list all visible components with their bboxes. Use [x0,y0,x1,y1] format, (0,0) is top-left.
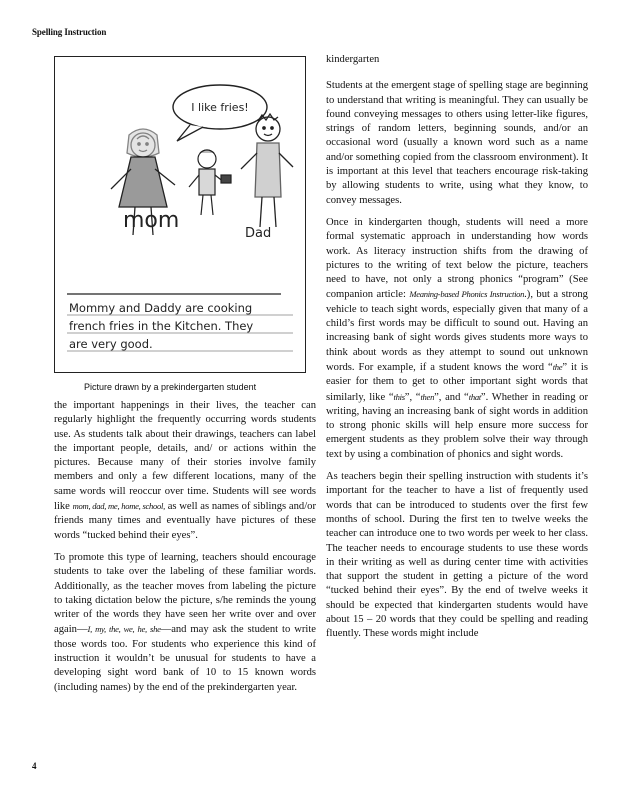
page-number: 4 [32,761,37,771]
dad-figure [241,114,293,227]
student-drawing-figure [54,56,306,373]
right-paragraph-3: As teachers begin their spelling instruction with students it’s important for the teacher to have a list of frequently used words that can be introduced to students over the first few months of school. During the first ten to twelve weeks the teacher can introduce one to two words per week to her class. The teacher needs to encourage students to use these words in their writing as well as during center time with activities that support the student in getting a picture of the word “tucked behind their eyes”. By the end of twelve weeks it should be expected that kindergarten students would have about 15 – 20 words that they could be spelling and reading fluently. These words might include [326,471,588,640]
example-words-family: mom, dad, me, home, school, [72,501,165,512]
drawing-sentence-line-1: Mommy and Daddy are cooking [69,301,253,315]
left-paragraph-1: the important happenings in their lives, the teacher can regularly highlight the frequently occurring words students use. As students talk about their drawings, teachers can label the important people, details, and/ or actions within the pictures. Because many of their stories involve family members and only a few different locations, many of the same words will reoccur over time. Students will see words like mom, dad, me, home, school, as well as names of siblings and/or friends many times and eventually have pictures of these words “tucked behind their eyes”. [54,400,316,541]
running-head: Spelling Instruction [32,27,107,37]
left-paragraph-2: To promote this type of learning, teachers should encourage students to take over the labeling of these familiar words. Additionally, as the teacher moves from labeling the picture to taking dictation below the picture, s/he reminds the young writer of the words they have seen her write over and over again—I, my, the, we, he, she—and may ask the student to write those words too. For students who experience this kind of instruction it wouldn’t be unusual for students to have a developing sight word bank of 10 to 15 known words (including names) by the end of the prekindergarten year. [54,551,316,693]
student-drawing-image [55,57,305,372]
child-figure [189,150,231,215]
left-column [54,399,316,703]
section-heading-kindergarten: kindergarten [326,54,380,65]
drawing-sentence-line-2: french fries in the Kitchen. They [69,319,254,333]
right-column [326,53,588,650]
right-paragraph-1: Students at the emergent stage of spelling stage are beginning to understand that writing is meaningful. They can usually be found conveying messages to others using letter-like figures, strings of random letters, beginning sounds, and/or an occasional word (usually a known word such as a name and/or something copied from the classroom environment). It is important at this level that teachers encourage risk-taking by allowing students to write, using what they know, to convey messages. [326,80,588,206]
companion-article-reference: Meaning-based Phonics Instruction [409,289,525,300]
right-paragraph-2: Once in kindergarten though, students will need a more formal systematic approach in understanding how words work. As literacy instruction shifts from the drawing of pictures to the writing of text below the picture, teachers need to have, not only a strong phonics “program” (See companion article: Meaning-based Phonics Instruction.), but a strong vehicle to teach sight words, especially given that many of a child’s first words may be difficult to sound out. Having an increasing bank of sight words gives students more ways to think about words as they attempt to sound out unknown words. For example, if a student knows the word “the” it is easier for them to get to other important sight words that similarly, like “this”, “then”, and “that”. Whether in reading or writing, having an increasing bank of sight words in addition to strong phonic skills will help ensure more success for emergent students as they problem solve their way through text by using a combination of phonics and sight words. [326,216,589,460]
drawing-sentence-line-3: are very good. [69,337,153,351]
label-dad: Dad [245,226,272,241]
speech-bubble-text: I like fries! [191,101,249,114]
label-mom: mom [123,208,180,233]
figure-caption: Picture drawn by a prekindergarten student [84,382,257,392]
example-words-pronouns: I, my, the, we, he, she [87,624,161,635]
